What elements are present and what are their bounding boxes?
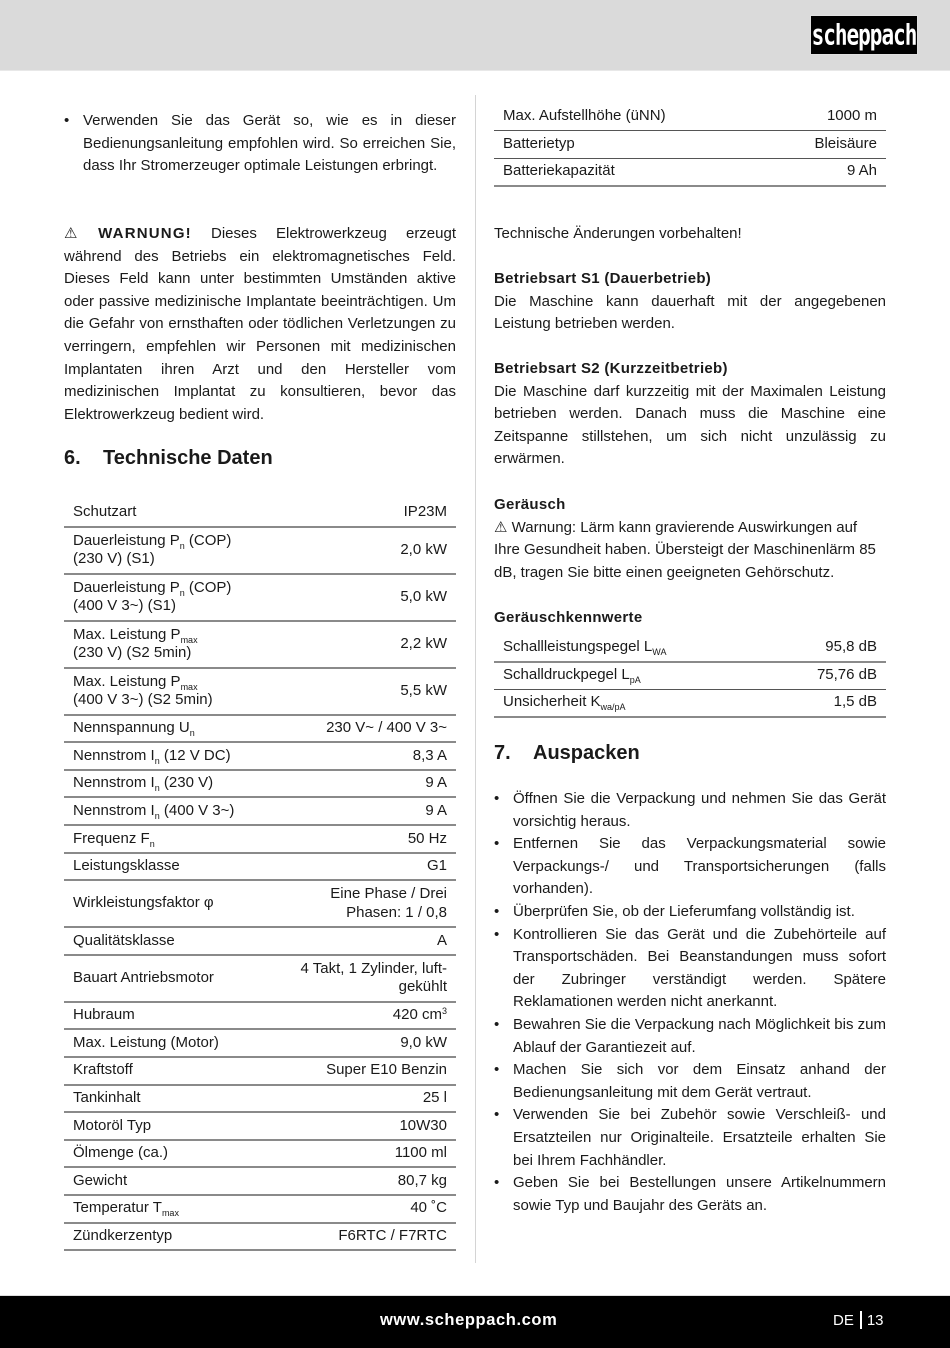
spec-key: [64, 1167, 268, 1195]
spec-key-text: Max. Leistung (Motor): [73, 1033, 219, 1051]
bullet-icon: •: [64, 112, 70, 129]
spec-key-text: Bauart Antriebsmotor: [73, 969, 214, 986]
table-row: [64, 1167, 456, 1195]
s2-title: Betriebsart S2 (Kurzzeitbetrieb): [494, 360, 728, 377]
spec-value: [765, 103, 886, 131]
spec-key: [64, 1140, 268, 1168]
spec-key: [494, 131, 765, 159]
table-row: [64, 927, 456, 955]
spec-value: [268, 927, 456, 955]
spec-key-text: Temperatur T: [73, 1199, 162, 1217]
spec-key-text: Tankinhalt: [73, 1089, 141, 1107]
spec-value: [268, 1195, 456, 1223]
spec-key-subscript: n: [179, 540, 185, 551]
spec-key-text: Qualitätsklasse: [73, 931, 175, 949]
spec-key-line2: (400 V 3~) (S2 5min): [73, 691, 213, 709]
table-row: [64, 715, 456, 743]
spec-value: [268, 1029, 456, 1057]
warning-triangle-icon: ⚠: [494, 518, 508, 536]
spec-value-text: 95,8 dB: [825, 638, 877, 656]
brand-logo-text: scheppach: [811, 18, 917, 52]
spec-key: [64, 527, 268, 574]
spec-key-suffix: (COP): [184, 531, 232, 549]
spec-key: [64, 715, 268, 743]
spec-value: [268, 797, 456, 825]
spec-value-text: 80,7 kg: [397, 1171, 447, 1189]
website-link[interactable]: www.scheppach.com: [380, 1311, 558, 1329]
spec-key: [64, 927, 268, 955]
spec-key-suffix: (400 V 3~): [159, 801, 235, 819]
unpack-bullet-text: Machen Sie sich vor dem Einsatz anhand der Bedienungsanleitung mit dem Gerät vertraut.: [513, 1061, 886, 1101]
spec-key-text: Frequenz F: [73, 829, 150, 847]
spec-value: [765, 131, 886, 159]
tech-specs-table: [64, 499, 456, 1251]
spec-key-text: Unsicherheit K: [503, 693, 601, 711]
spec-key-text: Batterietyp: [503, 135, 575, 153]
spec-key-text: Ölmenge (ca.): [73, 1144, 169, 1162]
warning-triangle-icon: ⚠: [64, 225, 78, 242]
spec-value: [268, 1140, 456, 1168]
table-row: [64, 574, 456, 621]
unpack-bullet-text: Bewahren Sie die Verpackung nach Möglichkeit bis zum Ablauf der Garantiezeit auf.: [513, 1015, 886, 1056]
page-header: [0, 0, 950, 71]
table-row: [64, 1223, 456, 1251]
unpack-bullet-list: [494, 788, 886, 1217]
noise-warning: [494, 517, 886, 585]
spec-value: [268, 880, 456, 927]
table-row: [64, 955, 456, 1002]
separator: [860, 1311, 862, 1329]
spec-value-text: 9 A: [425, 801, 447, 819]
section-number: 6.: [64, 447, 81, 469]
table-row: [494, 662, 886, 690]
spec-key-subscript: max: [161, 1208, 179, 1219]
section-title-auspacken: [494, 742, 640, 765]
spec-value: [268, 715, 456, 743]
spec-value: [768, 662, 886, 690]
spec-value-text: 2,0 kW: [400, 540, 447, 558]
table-row: [64, 742, 456, 770]
spec-key-text: Max. Aufstellhöhe (üNN): [503, 107, 666, 125]
spec-key: [494, 103, 765, 131]
unpack-bullet-text: Entfernen Sie das Verpackungsmaterial sowie Verpackungs-/ und Transportsicherungen (falls vorhanden).: [513, 835, 886, 898]
spec-value-text: G1: [426, 857, 447, 875]
table-row: [64, 621, 456, 668]
spec-key-text: Schalldruckpegel L: [503, 666, 630, 684]
bullet-icon: •: [494, 902, 500, 920]
spec-key-subscript: max: [180, 634, 198, 645]
noise-values-table: [494, 634, 886, 718]
list-item: [494, 1172, 886, 1217]
spec-key-suffix: (12 V DC): [159, 746, 231, 764]
spec-key: [64, 1085, 268, 1113]
section-heading: Technische Daten: [103, 447, 273, 469]
spec-value: [768, 634, 886, 662]
page-footer: [0, 1295, 950, 1348]
unpack-bullet-text: Kontrollieren Sie das Gerät und die Zubehörteile auf Transportschäden. Bei Beanstandungen muss sofort der Zubringer verständigt werden. Spätere Reklamationen werden nicht anerkannt.: [513, 925, 886, 1011]
table-row: [64, 499, 456, 527]
page-indicator: [833, 1311, 884, 1329]
spec-value: [268, 1223, 456, 1251]
table-row: [64, 1002, 456, 1030]
table-row: [64, 1057, 456, 1085]
spec-value-text: 5,5 kW: [400, 681, 447, 699]
spec-value-text: 8,3 A: [412, 746, 447, 764]
spec-key-text: Leistungsklasse: [73, 857, 180, 875]
spec-key: [64, 1195, 268, 1223]
spec-key-subscript: n: [154, 755, 160, 766]
spec-key-text: Motoröl Typ: [73, 1116, 152, 1134]
spec-key-text: Zündkerzentyp: [73, 1227, 173, 1245]
spec-key: [64, 853, 268, 881]
spec-key-subscript: n: [149, 838, 155, 849]
noise-block: [494, 494, 886, 584]
bullet-icon: •: [494, 925, 500, 943]
list-item: [494, 1104, 886, 1172]
spec-key: [64, 1057, 268, 1085]
spec-key: [64, 1002, 268, 1030]
spec-value-text: 5,0 kW: [400, 587, 447, 605]
spec-value-text: Super E10 Benzin: [326, 1061, 447, 1079]
spec-value: [268, 499, 456, 527]
table-row: [64, 797, 456, 825]
spec-value-text: Bleisäure: [814, 135, 877, 153]
table-row: [494, 131, 886, 159]
spec-value: [268, 1002, 456, 1030]
spec-value: [268, 1057, 456, 1085]
changes-note: Technische Änderungen vorbehalten!: [494, 225, 742, 242]
s1-text: Die Maschine kann dauerhaft mit der angegebenen Leistung betrieben werden.: [494, 292, 886, 333]
spec-key-text: Kraftstoff: [73, 1061, 133, 1079]
spec-key-text: Max. Leistung P: [73, 625, 181, 643]
warning-text: Dieses Elektrowerkzeug erzeugt während des Betriebs ein elektromagnetisches Feld. Dieses Feld kann unter bestimmten Umständen aktive oder passive medizinische Implantate beeinträchtigen. Um die Gefahr von ernsthaften oder tödlichen Verletzungen zu verringern, empfehlen wir Personen mit medizinischen Implantaten ihren Arzt und den Hersteller vom medizinischen Implantat zu konsultieren, bevor das Elektrowerkzeug bedient wird.: [64, 225, 457, 423]
spec-value-text: 9,0 kW: [400, 1033, 447, 1051]
unpack-bullet-text: Öffnen Sie die Verpackung und nehmen Sie das Gerät vorsichtig heraus.: [513, 790, 886, 830]
list-item: [494, 833, 886, 901]
spec-key-subscript: WA: [652, 647, 667, 658]
table-row: [64, 1029, 456, 1057]
spec-key: [64, 742, 268, 770]
spec-key: [494, 662, 768, 690]
spec-value: [268, 1085, 456, 1113]
spec-key-suffix: (COP): [184, 578, 232, 596]
spec-value-text: 420 cm: [392, 1006, 442, 1024]
brand-logo: [810, 15, 918, 55]
spec-value: [268, 527, 456, 574]
spec-key-text: Dauerleistung P: [73, 531, 180, 549]
spec-value-text: 25 l: [422, 1089, 447, 1107]
spec-value-text: 50 Hz: [407, 829, 447, 847]
spec-key: [64, 880, 268, 927]
spec-value: [268, 1112, 456, 1140]
spec-value: [268, 668, 456, 715]
spec-key: [64, 1223, 268, 1251]
warning-label: WARNUNG!: [98, 225, 192, 242]
spec-key-text: Hubraum: [73, 1006, 135, 1024]
spec-value: [268, 621, 456, 668]
spec-key-subscript: n: [154, 783, 160, 794]
list-item: [494, 1014, 886, 1059]
column-divider: [475, 95, 476, 1263]
spec-key: [64, 797, 268, 825]
spec-value-text: 10W30: [399, 1116, 447, 1134]
table-row: [64, 1112, 456, 1140]
spec-key-text: Schallleistungspegel L: [503, 638, 653, 656]
table-row: [494, 689, 886, 717]
spec-key: [494, 158, 765, 186]
spec-value-text: 4 Takt, 1 Zylinder, luft-: [300, 959, 447, 977]
bullet-icon: •: [494, 1015, 500, 1033]
spec-key-line2: (230 V) (S1): [73, 550, 155, 568]
spec-value-text: 1100 ml: [394, 1144, 447, 1162]
spec-key-line2: (230 V) (S2 5min): [73, 644, 192, 662]
spec-key-suffix: (230 V): [159, 774, 214, 792]
page-number: 13: [866, 1311, 884, 1329]
bullet-icon: •: [494, 1106, 500, 1124]
spec-key: [64, 668, 268, 715]
table-row: [494, 158, 886, 186]
spec-value-text: 2,2 kW: [400, 634, 447, 652]
spec-value: [768, 689, 886, 717]
section-heading: Auspacken: [533, 742, 640, 764]
spec-value-text: A: [436, 931, 447, 949]
spec-key-text: Nennstrom I: [73, 801, 155, 819]
spec-value-text: IP23M: [403, 503, 447, 521]
spec-value-text: F6RTC / F7RTC: [338, 1227, 447, 1245]
spec-value-text: Eine Phase / Drei: [330, 885, 447, 903]
spec-key: [494, 689, 768, 717]
spec-key-text: Nennspannung U: [73, 719, 190, 737]
spec-value: [268, 574, 456, 621]
spec-value: [268, 955, 456, 1002]
spec-value-text: 75,76 dB: [816, 666, 877, 684]
table-row: [64, 880, 456, 927]
emf-warning: [64, 223, 456, 426]
spec-value: [268, 825, 456, 853]
list-item: [494, 901, 886, 924]
spec-key-line2: (400 V 3~) (S1): [73, 597, 176, 615]
language-code: DE: [833, 1311, 854, 1329]
table-row: [64, 853, 456, 881]
section-title-technische-daten: [64, 447, 273, 470]
bullet-icon: •: [494, 790, 500, 807]
spec-key-subscript: max: [180, 681, 198, 692]
spec-key-subscript: n: [189, 728, 195, 739]
unpack-bullet-text: Verwenden Sie bei Zubehör sowie Verschleiß- und Ersatzteilen nur Originalteile. Ersatzteile erhalten Sie bei Ihrem Fachhändler.: [513, 1106, 886, 1169]
spec-value-text: 1000 m: [826, 107, 877, 125]
table-row: [64, 527, 456, 574]
bullet-icon: •: [494, 835, 500, 853]
spec-value: [268, 770, 456, 798]
table-row: [64, 1195, 456, 1223]
spec-value: [268, 1167, 456, 1195]
table-row: [64, 1140, 456, 1168]
spec-value-line2: gekühlt: [398, 978, 447, 996]
noise-values-title: Geräuschkennwerte: [494, 609, 643, 626]
spec-key: [64, 770, 268, 798]
spec-key-text: Nennstrom I: [73, 774, 155, 792]
table-row: [64, 668, 456, 715]
spec-key-text: Nennstrom I: [73, 746, 155, 764]
noise-title: Geräusch: [494, 496, 566, 513]
spec-value-superscript: 3: [441, 1006, 447, 1017]
list-item: [494, 1059, 886, 1104]
spec-value: [765, 158, 886, 186]
spec-key: [64, 1112, 268, 1140]
s1-block: [494, 268, 886, 336]
spec-key-subscript: pA: [629, 675, 641, 686]
section-number: 7.: [494, 742, 511, 764]
list-item: [494, 924, 886, 1014]
s2-text: Die Maschine darf kurzzeitig mit der Maximalen Leistung betrieben werden. Danach muss die Maschine eine Zeitspanne stillstehen, um sich nicht unzulässig zu erwärmen.: [494, 382, 886, 468]
s2-block: [494, 358, 886, 471]
spec-key-subscript: wa/pA: [600, 702, 626, 713]
table-row: [494, 634, 886, 662]
noise-warning-text: Warnung: Lärm kann gravierende Auswirkungen auf Ihre Gesundheit haben. Übersteigt der Maschinenlärm 85 dB, tragen Sie bitte einen geeigneten Gehörschutz.: [494, 518, 876, 581]
spec-value-text: 40 ˚C: [410, 1199, 447, 1217]
spec-value-text: 1,5 dB: [833, 693, 877, 711]
table-row: [64, 770, 456, 798]
spec-key: [64, 621, 268, 668]
spec-key-text: Dauerleistung P: [73, 578, 180, 596]
bullet-icon: •: [494, 1174, 500, 1192]
spec-key: [64, 825, 268, 853]
intro-bullet-text: Verwenden Sie das Gerät so, wie es in dieser Bedienungsanleitung empfohlen wird. So erreichen Sie, dass Ihr Stromerzeuger optimale Leistungen erbringt.: [83, 112, 456, 175]
spec-key-subscript: n: [154, 810, 160, 821]
spec-key: [64, 955, 268, 1002]
unpack-bullet-text: Überprüfen Sie, ob der Lieferumfang vollständig ist.: [513, 902, 855, 920]
spec-key: [494, 634, 768, 662]
spec-value-text: 9 A: [425, 774, 447, 792]
spec-key: [64, 1029, 268, 1057]
spec-key-subscript: n: [179, 587, 185, 598]
list-item: [64, 110, 456, 178]
tech-specs-table-continued: [494, 103, 886, 187]
spec-key-text: Max. Leistung P: [73, 672, 181, 690]
list-item: [494, 788, 886, 833]
table-row: [64, 825, 456, 853]
spec-key-text: Schutzart: [73, 503, 137, 521]
unpack-bullet-text: Geben Sie bei Bestellungen unsere Artikelnummern sowie Typ und Baujahr des Geräts an.: [513, 1174, 886, 1214]
spec-value-text: 230 V~ / 400 V 3~: [326, 719, 447, 737]
spec-value: [268, 742, 456, 770]
spec-key-text: Batteriekapazität: [503, 162, 615, 180]
s1-title: Betriebsart S1 (Dauerbetrieb): [494, 270, 712, 287]
spec-value: [268, 853, 456, 881]
table-row: [494, 103, 886, 131]
bullet-icon: •: [494, 1061, 500, 1079]
intro-bullet-list: [64, 110, 456, 178]
spec-value-text: 9 Ah: [846, 162, 877, 180]
table-row: [64, 1085, 456, 1113]
spec-key: [64, 574, 268, 621]
spec-value-line2: Phasen: 1 / 0,8: [346, 903, 447, 921]
spec-key-text: Wirkleistungsfaktor φ: [73, 894, 214, 912]
spec-key: [64, 499, 268, 527]
spec-key-text: Gewicht: [73, 1171, 128, 1189]
